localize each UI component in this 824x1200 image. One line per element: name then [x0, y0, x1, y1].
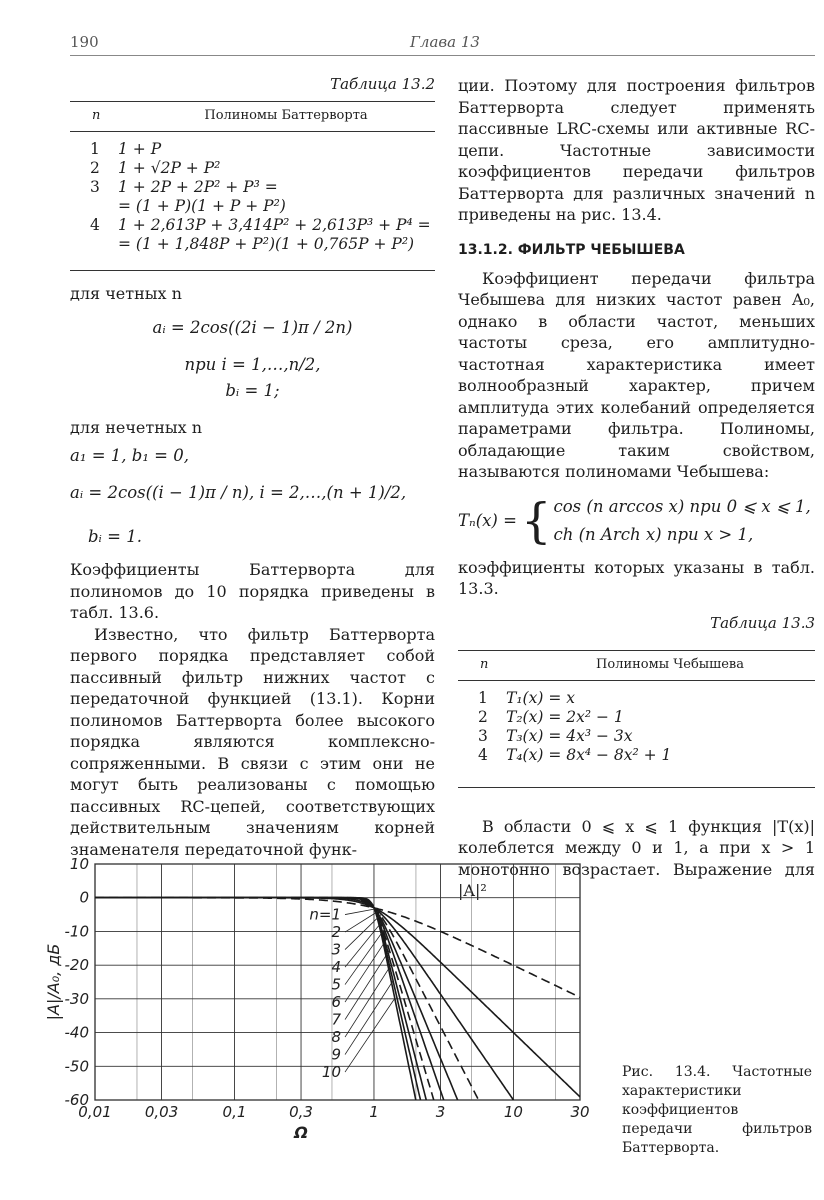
y-tick-label: 10 — [69, 855, 89, 873]
curve-label: 9 — [331, 1045, 342, 1064]
butterworth-chart — [44, 852, 590, 1142]
eq-range-even: при i = 1,…,n/2, — [184, 355, 321, 374]
header-rule — [70, 55, 815, 56]
odd-n-label: для нечетных n — [70, 418, 203, 437]
even-n-label: для четных n — [70, 284, 182, 303]
x-tick-label: 1 — [369, 1103, 379, 1121]
eq-lhs: Tₙ(x) = — [458, 511, 517, 530]
paragraph-chebyshev: Коэффициент передачи фильтра Чебышева для низких частот равен A₀, однако в области частот, меньших частоты среза, его амплитудно-частотная характеристика имеет волнообразный характер, причем амплитуда этих колебаний определяется параметрами фильтра. Полиномы, обладающие таким свойством, называются полиномами Чебышева: — [458, 268, 815, 481]
table-row: 3 T₃(x) = 4x³ − 3x — [478, 726, 633, 745]
x-axis-title: Ω — [294, 1123, 308, 1142]
right-column — [458, 75, 815, 902]
paragraph-continued: ции. Поэтому для построения фильтров Баттерворта следует применять пассивные LRC-схемы или активные RC-цепи. Частотные зависимости коэффициентов передачи фильтров Баттерворта для различных значений n приведены на рис. 13.4. — [458, 76, 815, 224]
paragraph-coefficients: Коэффициенты Баттерворта для полиномов до 10 порядка приведены в табл. 13.6. — [70, 560, 435, 622]
curve-label: 7 — [331, 1010, 342, 1029]
table-row: 4 1 + 2,613P + 3,414P² + 2,613P³ + P⁴ = — [90, 216, 431, 234]
eq-bi-even: bᵢ = 1; — [225, 380, 280, 400]
table-13-3-caption: Таблица 13.3 — [710, 613, 815, 632]
eq-case-2: ch (n Arch x) при x > 1, — [553, 524, 754, 544]
col-n-header: n — [92, 108, 101, 123]
curve-leader-line — [345, 998, 395, 1072]
eq-case-1: cos (n arccos x) при 0 ⩽ x ⩽ 1, — [553, 496, 811, 516]
x-tick-label: 0,3 — [289, 1103, 313, 1121]
table-row: 2 1 + √2P + P² — [90, 159, 221, 177]
y-tick-label: -30 — [64, 989, 89, 1008]
y-tick-label: -20 — [64, 956, 89, 975]
col-poly-header: Полиномы Чебышева — [596, 656, 744, 672]
curve-label: 10 — [321, 1063, 342, 1082]
curve-label: 4 — [331, 958, 342, 977]
table-row: 4 T₄(x) = 8x⁴ − 8x² + 1 — [478, 745, 672, 764]
y-tick-label: -50 — [64, 1057, 89, 1076]
table-13-3-header — [458, 651, 815, 680]
table-13-3-body — [458, 681, 815, 781]
table-13-2-caption: Таблица 13.2 — [330, 75, 435, 93]
section-title: 13.1.2. ФИЛЬТР ЧЕБЫШЕВА — [458, 241, 685, 258]
curve-label: n=1 — [309, 905, 342, 924]
curve-label: 2 — [331, 923, 342, 942]
col-n-header: n — [480, 656, 489, 672]
col-poly-header: Полиномы Баттерворта — [204, 108, 368, 123]
eq-ai-even: aᵢ = 2cos((2i − 1)π / 2n) — [152, 317, 353, 337]
table-13-2-body — [70, 132, 435, 270]
curve-label: 6 — [331, 993, 342, 1012]
y-tick-label: -10 — [64, 922, 89, 941]
paragraph-first-order: Известно, что фильтр Баттерворта первого порядка представляет собой пассивный фильтр нижних частот с передаточной функцией (13.1). Корни полиномов Баттерворта более высокого порядка являются комплексно-сопряженными. В связи с этим они не могут быть реализованы с помощью пассивных RC-цепей, соответствующих действительным значениям корней знаменателя передаточной функ- — [70, 624, 435, 859]
x-tick-label: 10 — [503, 1103, 523, 1121]
table-row-continuation: = (1 + P)(1 + P + P²) — [118, 197, 286, 215]
eq-ai-odd: aᵢ = 2cos((i − 1)π / n), i = 2,…,(n + 1)/2, — [70, 483, 407, 502]
y-tick-label: -40 — [64, 1023, 89, 1042]
figure-caption: Рис. 13.4. Частотные характеристики коэффициентов передачи фильтров Баттерворта. — [622, 1064, 812, 1156]
curve-leader-line — [345, 909, 377, 915]
running-head: Глава 13 — [410, 33, 480, 51]
eq-bi-odd: bᵢ = 1. — [88, 526, 142, 546]
x-tick-label: 0,03 — [144, 1103, 179, 1121]
paragraph-region: В области 0 ⩽ x ⩽ 1 функция |T(x)| колеблется между 0 и 1, а при x > 1 монотонно возрастает. Выражение для |A|² — [458, 816, 815, 900]
x-tick-label: 0,1 — [222, 1103, 247, 1121]
x-tick-label: 3 — [435, 1103, 446, 1121]
table-row-continuation: = (1 + 1,848P + P²)(1 + 0,765P + P²) — [118, 235, 415, 253]
y-axis-title: |A|/A₀, дБ — [44, 943, 63, 1021]
eq-a1: a₁ = 1, b₁ = 0, — [70, 445, 189, 465]
x-tick-label: 30 — [570, 1103, 590, 1121]
table-13-2-header — [70, 102, 435, 131]
y-tick-label: -60 — [64, 1091, 89, 1109]
brace: { — [520, 492, 552, 549]
left-column — [70, 75, 435, 860]
chebyshev-equation — [458, 493, 815, 549]
curve-label: 3 — [331, 940, 342, 959]
table-row: 1 1 + P — [90, 140, 162, 158]
x-tick-label: 0,01 — [78, 1103, 112, 1121]
curve-leader-line — [345, 950, 389, 1019]
curve-leader-line — [345, 938, 387, 1002]
page-number: 190 — [70, 33, 99, 51]
curve-leader-line — [345, 965, 391, 1037]
curve-leader-line — [345, 928, 385, 985]
curve-label: 5 — [331, 975, 342, 994]
y-tick-label: 0 — [79, 888, 89, 907]
table-row: 3 1 + 2P + 2P² + P³ = — [90, 178, 278, 196]
paragraph-coef-ref: коэффициенты которых указаны в табл. 13.3. — [458, 557, 815, 598]
table-rule-bottom — [70, 270, 435, 271]
table-row: 2 T₂(x) = 2x² − 1 — [478, 707, 624, 726]
curve-label: 8 — [331, 1028, 342, 1047]
table-rule-bottom — [458, 787, 815, 788]
table-row: 1 T₁(x) = x — [478, 688, 575, 707]
